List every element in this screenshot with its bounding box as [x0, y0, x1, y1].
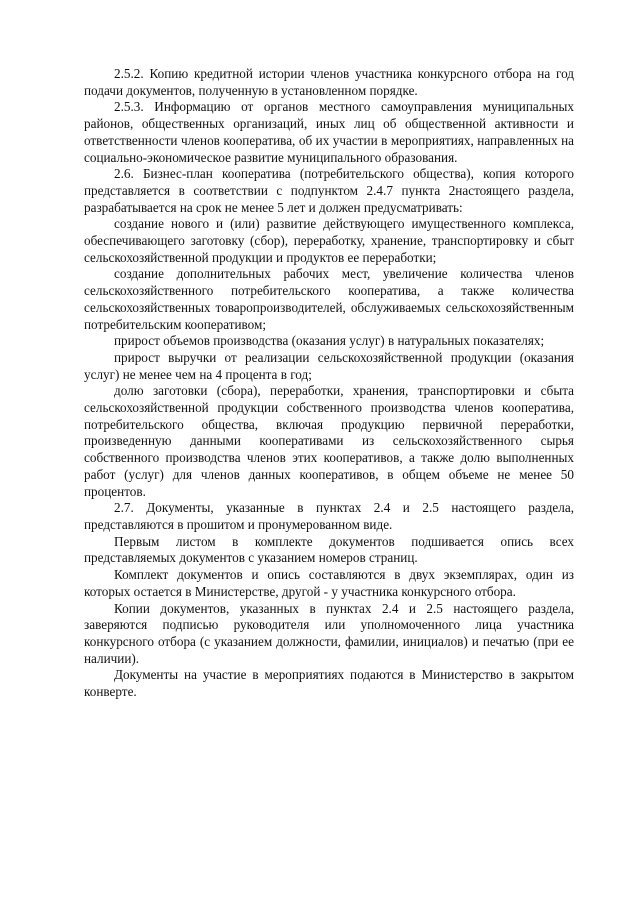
paragraph-certification: Копии документов, указанных в пунктах 2.4 и 2.5 настоящего раздела, заверяются подписью руководителя или уполномоченного лица участника конкурсного отбора (с указанием должности, фамилии, инициалов) и печатью (при ее наличии). — [84, 600, 574, 666]
paragraph-2-6-item-5: долю заготовки (сбора), переработки, хранения, транспортировки и сбыта сельскохозяйственной продукции собственного производства членов кооператива, потребительского общества, включая продукцию первичной переработки, произведенную данными кооперативами из сельскохозяйственного сырья собственного производства членов этих кооперативов, а также долю выполненных работ (услуг) для членов данных кооперативов, в общем объеме не менее 50 процентов. — [84, 383, 574, 499]
paragraph-2-6-item-2: создание дополнительных рабочих мест, увеличение количества членов сельскохозяйственного потребительского кооператива, а также количества сельскохозяйственных товаропроизводителей, обслуживаемых сельскохозяйственным потребительским кооперативом; — [84, 266, 574, 332]
paragraph-inventory: Первым листом в комплекте документов подшивается опись всех представляемых документов с указанием номеров страниц. — [84, 533, 574, 566]
paragraph-2-6: 2.6. Бизнес-план кооператива (потребительского общества), копия которого представляется в соответствии с подпунктом 2.4.7 пункта 2настоящего раздела, разрабатывается на срок не менее 5 лет и должен предусматривать: — [84, 166, 574, 215]
paragraph-2-5-3: 2.5.3. Информацию от органов местного самоуправления муниципальных районов, общественных организаций, иных лиц об общественной активности и ответственности членов кооператива, об их участии в мероприятиях, направленных на социально-экономическое развитие муниципального образования. — [84, 99, 574, 165]
paragraph-submission: Документы на участие в мероприятиях подаются в Министерство в закрытом конверте. — [84, 667, 574, 700]
document-body — [84, 66, 574, 701]
paragraph-2-6-item-3: прирост объемов производства (оказания услуг) в натуральных показателях; — [114, 333, 545, 349]
paragraph-copies: Комплект документов и опись составляются в двух экземплярах, один из которых остается в Министерстве, другой - у участника конкурсного отбора. — [84, 567, 574, 599]
paragraph-2-5-2: 2.5.2. Копию кредитной истории членов участника конкурсного отбора на год подачи документов, полученную в установленном порядке. — [84, 66, 574, 98]
paragraph-2-6-item-4: прирост выручки от реализации сельскохозяйственной продукции (оказания услуг) не менее чем на 4 процента в год; — [84, 349, 574, 382]
paragraph-2-6-item-1: создание нового и (или) развитие действующего имущественного комплекса, обеспечивающего заготовку (сбор), переработку, хранение, транспортировку и сбыт сельскохозяйственной продукции и продуктов ее переработки; — [84, 216, 574, 265]
paragraph-2-7: 2.7. Документы, указанные в пунктах 2.4 и 2.5 настоящего раздела, представляются в прошитом и пронумерованном виде. — [84, 500, 574, 532]
